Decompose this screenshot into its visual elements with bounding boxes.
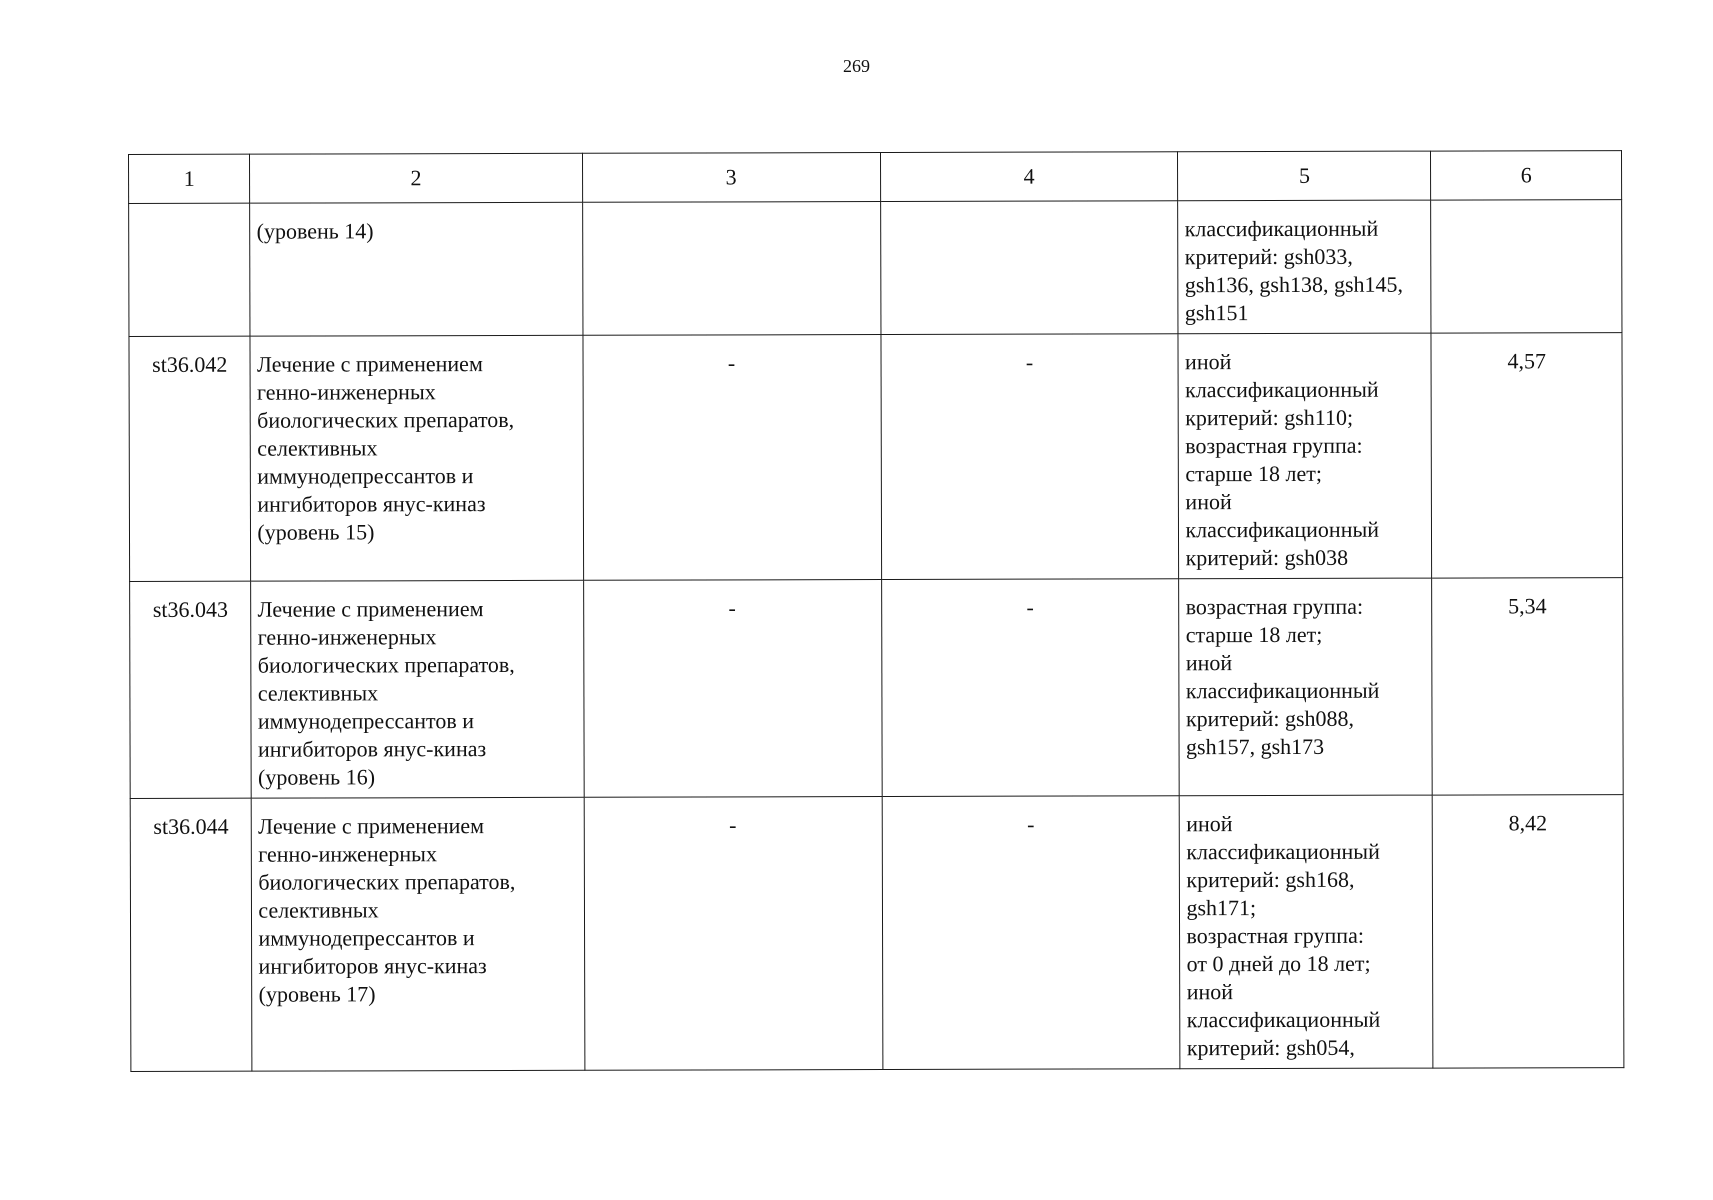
criteria-line: gsh136, gsh138, gsh145, bbox=[1184, 271, 1404, 298]
col4-cell: - bbox=[880, 334, 1179, 580]
header-cell-5: 5 bbox=[1178, 151, 1431, 201]
code-cell: st36.042 bbox=[129, 336, 251, 581]
table-row bbox=[130, 795, 1624, 1072]
name-line: (уровень 16) bbox=[258, 764, 376, 790]
criteria-line: критерий: gsh110; bbox=[1185, 404, 1354, 431]
name-line: (уровень 17) bbox=[258, 981, 376, 1007]
coefficient-cell: 4,57 bbox=[1431, 333, 1622, 578]
criteria-line: классификационный bbox=[1185, 516, 1380, 543]
criteria-line: gsh171; bbox=[1186, 895, 1257, 921]
col4-cell: - bbox=[882, 796, 1181, 1070]
code-cell: st36.043 bbox=[130, 581, 252, 798]
criteria-line: критерий: gsh168, bbox=[1186, 866, 1355, 893]
name-line: ингибиторов янус-киназ bbox=[258, 953, 487, 979]
criteria-line: критерий: gsh033, bbox=[1184, 243, 1353, 270]
name-line: селективных bbox=[257, 680, 379, 706]
criteria-line: иной bbox=[1185, 489, 1232, 515]
name-line: ингибиторов янус-киназ bbox=[257, 736, 487, 762]
code-cell: st36.044 bbox=[130, 798, 252, 1071]
criteria-line: возрастная группа: bbox=[1186, 922, 1364, 949]
name-cell bbox=[250, 335, 583, 581]
name-line: (уровень 14) bbox=[256, 218, 374, 244]
name-line: иммунодепрессантов и bbox=[257, 708, 475, 734]
name-line: биологических препаратов, bbox=[257, 406, 515, 433]
criteria-line: иной bbox=[1185, 650, 1233, 676]
col3-cell: - bbox=[583, 580, 882, 798]
name-line: селективных bbox=[258, 897, 379, 923]
coefficient-cell: 8,42 bbox=[1433, 795, 1624, 1068]
table-row-continuation bbox=[129, 200, 1622, 337]
table-header-row bbox=[129, 151, 1622, 204]
name-line: (уровень 15) bbox=[257, 519, 375, 545]
name-line: генно-инженерных bbox=[258, 841, 437, 867]
header-cell-4: 4 bbox=[880, 152, 1178, 202]
criteria-cell bbox=[1179, 578, 1432, 796]
name-line: биологических препаратов, bbox=[258, 868, 516, 895]
criteria-line: от 0 дней до 18 лет; bbox=[1186, 950, 1371, 977]
code-cell bbox=[129, 203, 251, 336]
col3-cell: - bbox=[582, 335, 881, 581]
name-line: генно-инженерных bbox=[256, 379, 436, 405]
criteria-cell bbox=[1178, 200, 1431, 334]
criteria-line: иной bbox=[1186, 811, 1233, 837]
criteria-line: классификационный bbox=[1186, 1006, 1381, 1033]
name-cell bbox=[250, 202, 582, 336]
criteria-line: иной bbox=[1184, 349, 1232, 375]
header-cell-3: 3 bbox=[582, 153, 880, 203]
name-line: селективных bbox=[257, 435, 378, 461]
criteria-line: возрастная группа: bbox=[1185, 432, 1363, 459]
page-number: 269 bbox=[843, 56, 870, 76]
coefficient-cell: 5,34 bbox=[1432, 578, 1623, 795]
tariff-table bbox=[128, 150, 1624, 1072]
name-line: биологических препаратов, bbox=[257, 651, 515, 678]
name-line: Лечение с применением bbox=[256, 351, 483, 377]
name-line: иммунодепрессантов и bbox=[258, 925, 475, 951]
criteria-cell bbox=[1180, 795, 1434, 1069]
criteria-line: возрастная группа: bbox=[1185, 593, 1364, 620]
criteria-line: критерий: gsh054, bbox=[1186, 1034, 1355, 1061]
criteria-line: старше 18 лет; bbox=[1185, 460, 1322, 487]
name-line: ингибиторов янус-киназ bbox=[257, 491, 486, 517]
criteria-line: классификационный bbox=[1186, 838, 1380, 865]
criteria-line: критерий: gsh038 bbox=[1185, 544, 1349, 571]
criteria-cell bbox=[1178, 333, 1431, 579]
criteria-line: классификационный bbox=[1185, 677, 1380, 704]
criteria-line: gsh151 bbox=[1184, 300, 1249, 326]
criteria-line: классификационный bbox=[1184, 215, 1379, 242]
table-row bbox=[129, 333, 1623, 582]
criteria-line: gsh157, gsh173 bbox=[1186, 733, 1325, 760]
name-line: генно-инженерных bbox=[257, 624, 437, 650]
table-row bbox=[130, 578, 1624, 799]
name-line: Лечение с применением bbox=[257, 596, 484, 622]
name-line: Лечение с применением bbox=[258, 813, 485, 839]
col4-cell: - bbox=[881, 579, 1180, 797]
name-cell bbox=[252, 797, 585, 1071]
name-cell bbox=[251, 580, 584, 798]
criteria-line: критерий: gsh088, bbox=[1185, 705, 1355, 732]
criteria-line: старше 18 лет; bbox=[1185, 621, 1323, 648]
header-cell-2: 2 bbox=[250, 153, 582, 203]
col3-cell bbox=[582, 202, 880, 336]
col4-cell bbox=[880, 201, 1178, 335]
name-line: иммунодепрессантов и bbox=[257, 463, 474, 489]
header-cell-6: 6 bbox=[1431, 151, 1622, 200]
header-cell-1: 1 bbox=[129, 154, 251, 203]
col3-cell: - bbox=[584, 797, 883, 1071]
criteria-line: иной bbox=[1186, 979, 1234, 1005]
coefficient-cell bbox=[1431, 200, 1622, 333]
criteria-line: классификационный bbox=[1185, 376, 1379, 403]
